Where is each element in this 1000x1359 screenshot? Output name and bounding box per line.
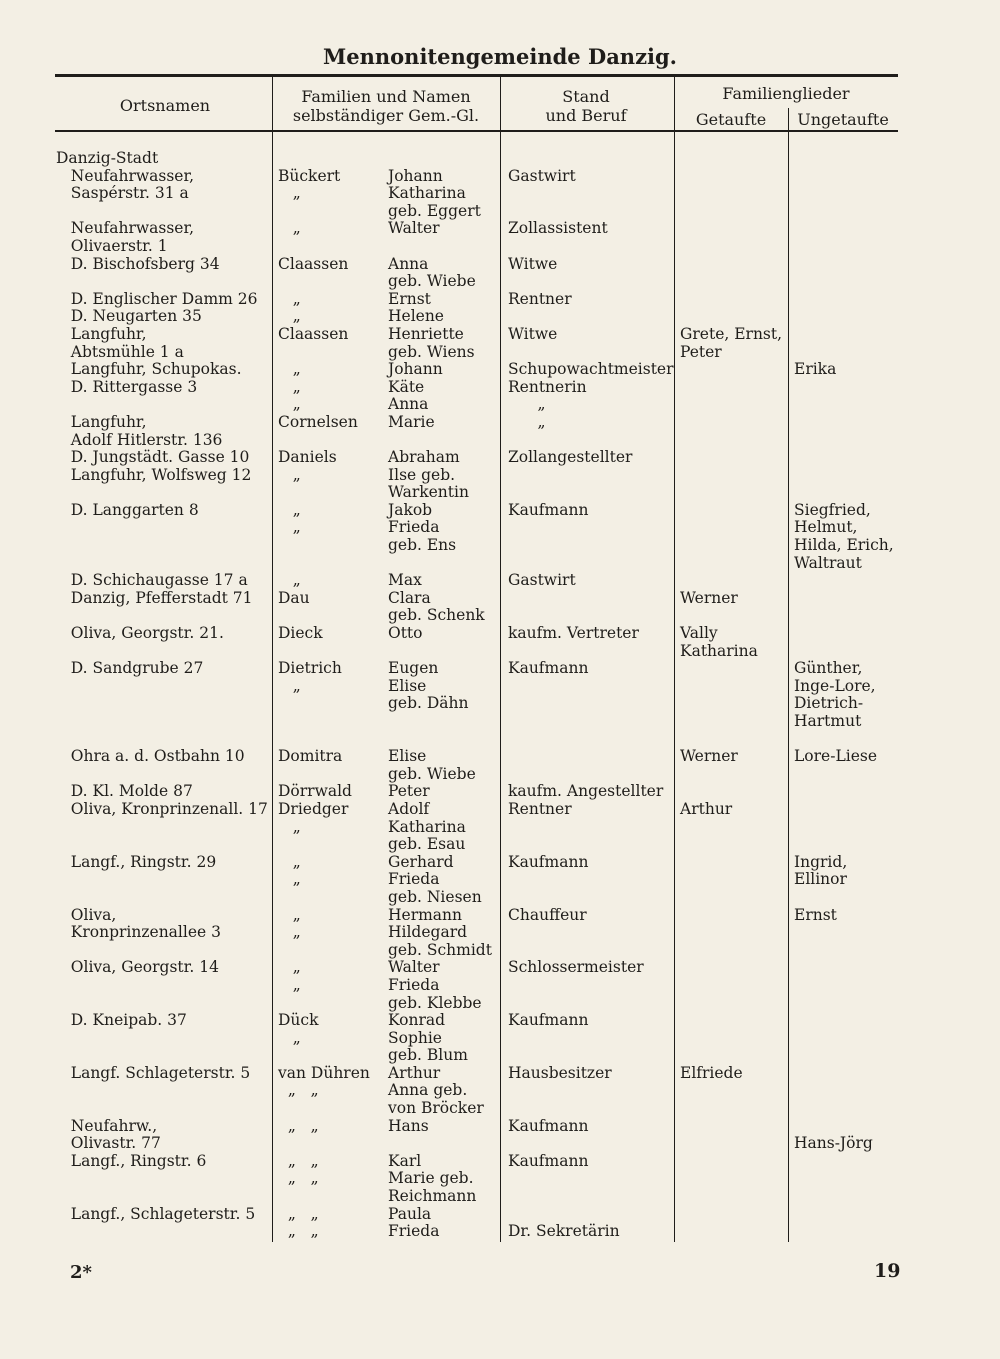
header-familien-line1: Familien und Namen [301,87,471,106]
family-cell: „ [278,289,301,308]
family-cell: „ „ [278,1116,319,1135]
ort-cell: Abtsmühle 1 a [56,342,184,361]
family-cell: Daniels [278,448,337,467]
table-row [0,150,1000,168]
name-cell: geb. Wiebe [388,764,476,783]
name-cell: Anna geb. [388,1081,468,1100]
header-stand-line2: und Beruf [545,106,627,125]
name-cell: Katharina [388,184,466,203]
header-ortsnamen: Ortsnamen [119,96,211,115]
beruf-cell: Chauffeur [508,905,587,924]
family-cell: „ [278,377,301,396]
beruf-cell: Rentner [508,799,572,818]
table-row [0,572,1000,590]
table-row [0,484,1000,502]
ort-cell: Kronprinzenallee 3 [56,923,221,942]
family-cell: „ [278,852,301,871]
table-row [0,871,1000,889]
ort-cell: Langf., Schlageterstr. 5 [56,1204,256,1223]
ort-cell: Neufahrwasser, [56,166,195,185]
ort-cell: Langf. Schlageterstr. 5 [56,1063,251,1082]
name-cell: Peter [388,782,430,801]
name-cell: Johann [388,360,443,379]
ort-cell: Langfuhr, [56,324,147,343]
table-row [0,1065,1000,1083]
ort-cell: D. Sandgrube 27 [56,659,204,678]
ort-cell: D. Bischofsberg 34 [56,254,220,273]
table-row [0,467,1000,485]
family-cell: Domitra [278,747,343,766]
table-row [0,625,1000,643]
beruf-cell: Kaufmann [508,1116,589,1135]
beruf-cell: Kaufmann [508,1151,589,1170]
table-row [0,924,1000,942]
table-row [0,1153,1000,1171]
ort-cell: Neufahrwasser, [56,219,195,238]
name-cell: geb. Blum [388,1046,468,1065]
name-cell: Frieda [388,870,440,889]
getaufte-cell: Elfriede [680,1063,743,1082]
table-row [0,308,1000,326]
table-row [0,1188,1000,1206]
name-cell: geb. Schenk [388,606,485,625]
ort-cell: D. Schichaugasse 17 a [56,571,248,590]
ungetaufte-cell: Erika [794,360,837,379]
getaufte-cell: Werner [680,588,738,607]
ungetaufte-cell: Ellinor [794,870,847,889]
name-cell: Gerhard [388,852,454,871]
table-row [0,1118,1000,1136]
name-cell: Walter [388,958,440,977]
beruf-cell: Hausbesitzer [508,1063,612,1082]
family-cell: Claassen [278,254,349,273]
table-row [0,1030,1000,1048]
name-cell: Frieda [388,518,440,537]
getaufte-cell: Arthur [680,799,733,818]
table-row [0,907,1000,925]
table-row [0,238,1000,256]
getaufte-cell: Werner [680,747,738,766]
table-row [0,977,1000,995]
header-rule [55,130,898,132]
table-row [0,1012,1000,1030]
getaufte-cell: Vally [680,624,718,643]
table-row [0,1100,1000,1118]
header-familienglieder: Familienglieder [722,84,850,103]
ort-cell: Oliva, Kronprinzenall. 17 [56,799,268,818]
table-row [0,590,1000,608]
name-cell: geb. Schmidt [388,940,492,959]
name-cell: Johann [388,166,443,185]
name-cell: Anna [388,395,429,414]
table-row [0,203,1000,221]
beruf-cell: Gastwirt [508,571,576,590]
name-cell: Elise [388,676,427,695]
name-cell: von Bröcker [388,1099,484,1118]
page-title: Mennonitengemeinde Danzig. [323,44,677,69]
name-cell: Helene [388,307,444,326]
ort-cell: Langfuhr, [56,412,147,431]
beruf-cell: „ [508,395,546,414]
name-cell: geb. Eggert [388,201,481,220]
table-row [0,1206,1000,1224]
name-cell: Max [388,571,422,590]
table-row [0,449,1000,467]
name-cell: geb. Wiens [388,342,475,361]
table-row [0,836,1000,854]
beruf-cell: Kaufmann [508,1011,589,1030]
name-cell: Henriette [388,324,464,343]
table-row [0,379,1000,397]
table-row [0,942,1000,960]
name-cell: Warkentin [388,483,469,502]
name-cell: Frieda [388,975,440,994]
family-cell: Driedger [278,799,349,818]
beruf-cell: Witwe [508,254,558,273]
header-getaufte: Getaufte [695,110,767,129]
family-cell: Dietrich [278,659,342,678]
getaufte-cell: Peter [680,342,722,361]
table-row [0,995,1000,1013]
ort-cell: Langfuhr, Schupokas. [56,360,242,379]
beruf-cell: Kaufmann [508,500,589,519]
table-row [0,889,1000,907]
family-cell: „ [278,500,301,519]
header-stand-line1: Stand [562,87,610,106]
ort-cell: Langf., Ringstr. 6 [56,1151,207,1170]
table-row [0,396,1000,414]
family-cell: „ [278,571,301,590]
family-cell: „ [278,395,301,414]
ort-cell: Saspérstr. 31 a [56,184,189,203]
ungetaufte-cell: Waltraut [794,553,862,572]
table-row [0,414,1000,432]
ort-cell: D. Kneipab. 37 [56,1011,187,1030]
table-row [0,432,1000,450]
name-cell: geb. Esau [388,835,466,854]
table-row [0,273,1000,291]
family-cell: „ [278,905,301,924]
table-row [0,766,1000,784]
ungetaufte-cell: Hans-Jörg [794,1134,873,1153]
table-row [0,519,1000,537]
table-row [0,819,1000,837]
name-cell: geb. Dähn [388,694,469,713]
name-cell: Hildegard [388,923,468,942]
family-cell: „ [278,219,301,238]
name-cell: Hans [388,1116,429,1135]
ort-cell: Danzig-Stadt [56,149,159,167]
table-row [0,801,1000,819]
ort-cell: Oliva, Georgstr. 14 [56,958,219,977]
name-cell: Clara [388,588,431,607]
ort-cell: D. Englischer Damm 26 [56,289,258,308]
table-row [0,731,1000,749]
name-cell: Frieda [388,1222,440,1241]
table-row [0,748,1000,766]
ungetaufte-cell: Lore-Liese [794,747,877,766]
name-cell: Ernst [388,289,431,308]
family-cell: Dau [278,588,310,607]
signature-mark: 2* [70,1262,92,1283]
table-row [0,502,1000,520]
name-cell: Konrad [388,1011,446,1030]
family-cell: „ [278,676,301,695]
table-row [0,1047,1000,1065]
name-cell: Marie geb. [388,1169,474,1188]
ort-cell: D. Neugarten 35 [56,307,202,326]
ort-cell: Adolf Hitlerstr. 136 [56,430,223,449]
table-row [0,168,1000,186]
header-ungetaufte: Ungetaufte [797,110,889,129]
beruf-cell: Kaufmann [508,659,589,678]
table-row [0,695,1000,713]
name-cell: Elise [388,747,427,766]
beruf-cell: Kaufmann [508,852,589,871]
header-stand [500,87,672,125]
ort-cell: Oliva, [56,905,117,924]
name-cell: Karl [388,1151,422,1170]
beruf-cell: Gastwirt [508,166,576,185]
beruf-cell: Zollangestellter [508,448,633,467]
table-row [0,713,1000,731]
table-row [0,1170,1000,1188]
family-cell: Dück [278,1011,319,1030]
ort-cell: Ohra a. d. Ostbahn 10 [56,747,245,766]
table-row [0,1223,1000,1241]
name-cell: Abraham [388,448,460,467]
family-cell: „ [278,870,301,889]
family-cell: „ „ [278,1151,319,1170]
ort-cell: Olivaerstr. 1 [56,236,168,255]
table-row [0,220,1000,238]
name-cell: Hermann [388,905,463,924]
table-row [0,555,1000,573]
ungetaufte-cell: Ingrid, [794,852,848,871]
ungetaufte-cell: Inge-Lore, [794,676,876,695]
beruf-cell: Schlossermeister [508,958,644,977]
table-row [0,291,1000,309]
beruf-cell: Schupowachtmeister [508,360,674,379]
family-cell: „ [278,307,301,326]
getaufte-cell: Grete, Ernst, [680,324,783,343]
ort-cell: Olivastr. 77 [56,1134,161,1153]
ort-cell: D. Rittergasse 3 [56,377,198,396]
getaufte-cell: Katharina [680,641,758,660]
table-row [0,854,1000,872]
name-cell: geb. Ens [388,536,457,555]
beruf-cell: Dr. Sekretärin [508,1222,620,1241]
ungetaufte-cell: Helmut, [794,518,858,537]
table-row [0,185,1000,203]
name-cell: Sophie [388,1028,442,1047]
ort-cell: D. Kl. Molde 87 [56,782,193,801]
family-cell: Cornelsen [278,412,358,431]
ungetaufte-cell: Hartmut [794,712,862,730]
name-cell: Anna [388,254,429,273]
name-cell: Walter [388,219,440,238]
members-table [0,150,1000,1241]
table-row [0,660,1000,678]
name-cell: Jakob [388,500,433,519]
family-cell: „ „ [278,1204,319,1223]
family-cell: „ „ [278,1222,319,1241]
ort-cell: Langf., Ringstr. 29 [56,852,217,871]
ungetaufte-cell: Dietrich- [794,694,864,713]
ort-cell: Langfuhr, Wolfsweg 12 [56,465,252,484]
top-rule [55,74,898,77]
family-cell: „ [278,360,301,379]
ungetaufte-cell: Ernst [794,905,837,924]
beruf-cell: Rentnerin [508,377,587,396]
name-cell: Ilse geb. [388,465,456,484]
ort-cell: Neufahrw., [56,1116,158,1135]
name-cell: Katharina [388,817,466,836]
table-row [0,1082,1000,1100]
name-cell: Marie [388,412,435,431]
ort-cell: D. Jungstädt. Gasse 10 [56,448,250,467]
family-cell: Dörrwald [278,782,352,801]
family-cell: Dieck [278,624,323,643]
table-row [0,607,1000,625]
family-cell: „ [278,923,301,942]
name-cell: geb. Wiebe [388,272,476,291]
family-cell: Claassen [278,324,349,343]
family-cell: „ [278,518,301,537]
family-cell: van Dühren [278,1063,370,1082]
ungetaufte-cell: Günther, [794,659,863,678]
beruf-cell: kaufm. Angestellter [508,782,664,801]
beruf-cell: Zollassistent [508,219,608,238]
ungetaufte-cell: Hilda, Erich, [794,536,894,555]
name-cell: Otto [388,624,423,643]
name-cell: Reichmann [388,1187,477,1206]
beruf-cell: „ [508,412,546,431]
family-cell: „ [278,958,301,977]
family-cell: „ [278,1028,301,1047]
table-row [0,959,1000,977]
name-cell: Käte [388,377,425,396]
beruf-cell: Witwe [508,324,558,343]
family-cell: Bückert [278,166,341,185]
ort-cell: D. Langgarten 8 [56,500,199,519]
table-row [0,537,1000,555]
family-cell: „ „ [278,1169,319,1188]
beruf-cell: kaufm. Vertreter [508,624,639,643]
table-row [0,643,1000,661]
header-familien-line2: selbständiger Gem.-Gl. [292,106,480,125]
family-cell: „ [278,817,301,836]
ort-cell: Danzig, Pfefferstadt 71 [56,588,253,607]
name-cell: geb. Klebbe [388,993,482,1012]
ungetaufte-cell: Siegfried, [794,500,871,519]
header-familien [272,87,500,125]
name-cell: geb. Niesen [388,887,482,906]
table-row [0,783,1000,801]
family-cell: „ [278,184,301,203]
name-cell: Adolf [388,799,430,818]
table-row [0,678,1000,696]
family-cell: „ [278,465,301,484]
table-row [0,344,1000,362]
table-row [0,326,1000,344]
table-row [0,256,1000,274]
table-row [0,1135,1000,1153]
name-cell: Eugen [388,659,439,678]
table-row [0,361,1000,379]
ort-cell: Oliva, Georgstr. 21. [56,624,224,643]
page-number: 19 [874,1260,901,1282]
name-cell: Arthur [388,1063,441,1082]
family-cell: „ „ [278,1081,319,1100]
family-cell: „ [278,975,301,994]
name-cell: Paula [388,1204,432,1223]
beruf-cell: Rentner [508,289,572,308]
